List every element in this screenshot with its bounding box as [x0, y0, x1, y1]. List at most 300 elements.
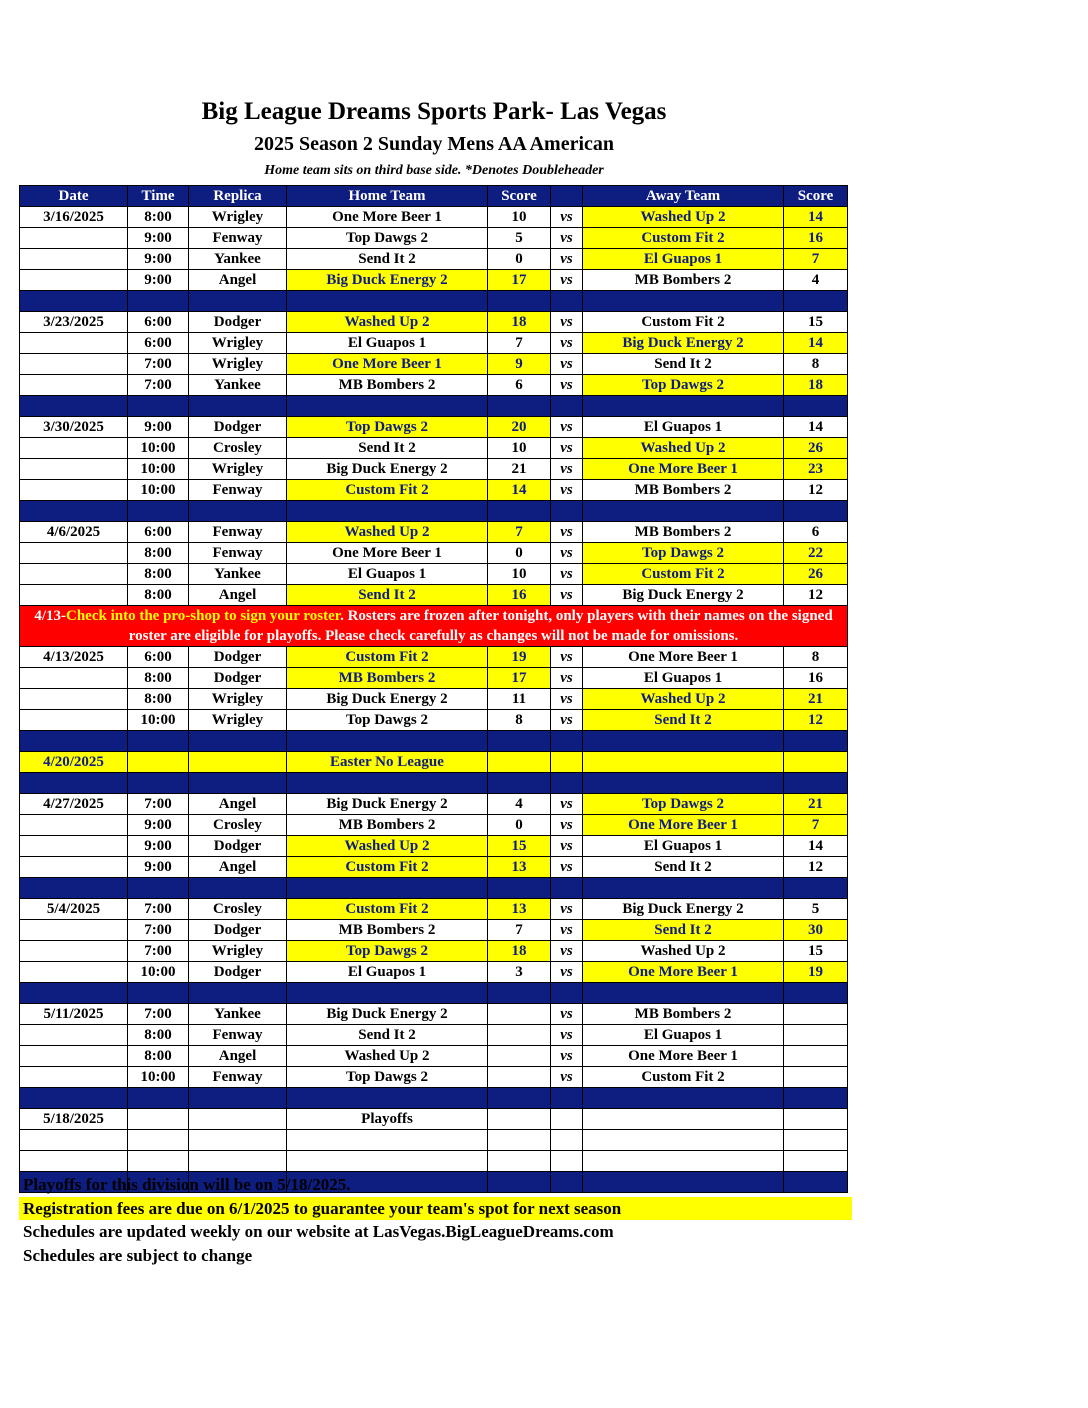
vs-label: vs: [551, 459, 583, 480]
game-time: 7:00: [128, 1004, 189, 1025]
away-score: 19: [784, 962, 848, 983]
schedule-body: [20, 207, 848, 1193]
separator-cell: [189, 1088, 287, 1109]
empty-cell: [583, 1130, 784, 1151]
week-date: 4/13/2025: [20, 647, 128, 668]
home-score: [488, 1025, 551, 1046]
date-cell: [20, 438, 128, 459]
away-team: Big Duck Energy 2: [583, 585, 784, 606]
away-team: One More Beer 1: [583, 962, 784, 983]
game-time: 8:00: [128, 585, 189, 606]
away-score: 14: [784, 207, 848, 228]
home-team: Send It 2: [287, 585, 488, 606]
game-time: 9:00: [128, 857, 189, 878]
away-score: 18: [784, 375, 848, 396]
home-score: 16: [488, 585, 551, 606]
vs-label: vs: [551, 354, 583, 375]
game-time: 7:00: [128, 920, 189, 941]
website-note: Schedules are updated weekly on our website at LasVegas.BigLeagueDreams.com: [23, 1222, 614, 1241]
home-team: MB Bombers 2: [287, 920, 488, 941]
game-time: 10:00: [128, 480, 189, 501]
vs-label: vs: [551, 1004, 583, 1025]
empty-cell: [784, 1151, 848, 1172]
home-score: 7: [488, 522, 551, 543]
game-row: [20, 794, 848, 815]
game-row: [20, 710, 848, 731]
away-score: 14: [784, 417, 848, 438]
separator-cell: [583, 501, 784, 522]
week-date: 3/30/2025: [20, 417, 128, 438]
game-replica-field: Dodger: [189, 962, 287, 983]
home-score: 18: [488, 941, 551, 962]
date-cell: [20, 564, 128, 585]
time-cell: [128, 1109, 189, 1130]
game-replica-field: Angel: [189, 857, 287, 878]
playoffs-label: Playoffs: [287, 1109, 488, 1130]
game-time: 8:00: [128, 543, 189, 564]
away-team: MB Bombers 2: [583, 1004, 784, 1025]
home-score: 3: [488, 962, 551, 983]
date-cell: [20, 228, 128, 249]
column-header-away-team: Away Team: [583, 186, 784, 207]
away-score: 26: [784, 438, 848, 459]
separator-cell: [189, 983, 287, 1004]
home-score: 14: [488, 480, 551, 501]
game-row: [20, 689, 848, 710]
vs-label: vs: [551, 668, 583, 689]
vs-label: vs: [551, 312, 583, 333]
date-cell: [20, 857, 128, 878]
separator-cell: [128, 983, 189, 1004]
game-row: [20, 228, 848, 249]
game-replica-field: Fenway: [189, 1025, 287, 1046]
holiday-row: [20, 752, 848, 773]
separator-cell: [784, 731, 848, 752]
separator-row: [20, 396, 848, 417]
week-date: 4/20/2025: [20, 752, 128, 773]
game-row: [20, 522, 848, 543]
separator-cell: [128, 396, 189, 417]
vs-label: vs: [551, 480, 583, 501]
separator-cell: [128, 731, 189, 752]
vs-label: vs: [551, 1046, 583, 1067]
roster-notice-row: [20, 606, 848, 647]
change-note: Schedules are subject to change: [23, 1246, 253, 1265]
separator-cell: [551, 731, 583, 752]
game-replica-field: Yankee: [189, 249, 287, 270]
game-replica-field: Angel: [189, 585, 287, 606]
date-cell: [20, 480, 128, 501]
away-team: Top Dawgs 2: [583, 543, 784, 564]
vs-label: vs: [551, 836, 583, 857]
home-score: 9: [488, 354, 551, 375]
game-time: 6:00: [128, 647, 189, 668]
separator-row: [20, 731, 848, 752]
notice-text: . Rosters are frozen after tonight, only players with their names on the signed roster are eligible for playoffs. Please check carefully as changes will not be made for omissions.: [128, 608, 833, 644]
separator-cell: [287, 396, 488, 417]
separator-cell: [287, 878, 488, 899]
home-team: One More Beer 1: [287, 207, 488, 228]
away-score: 15: [784, 941, 848, 962]
separator-cell: [488, 291, 551, 312]
game-replica-field: Dodger: [189, 417, 287, 438]
game-row: [20, 207, 848, 228]
game-time: 8:00: [128, 207, 189, 228]
separator-row: [20, 773, 848, 794]
date-cell: [20, 836, 128, 857]
home-score: 5: [488, 228, 551, 249]
week-date: 4/6/2025: [20, 522, 128, 543]
home-score: 11: [488, 689, 551, 710]
game-row: [20, 647, 848, 668]
away-team: One More Beer 1: [583, 1046, 784, 1067]
separator-cell: [287, 983, 488, 1004]
column-header-away-score: Score: [784, 186, 848, 207]
separator-cell: [583, 773, 784, 794]
separator-cell: [20, 983, 128, 1004]
home-team: El Guapos 1: [287, 333, 488, 354]
home-score: 15: [488, 836, 551, 857]
game-replica-field: Yankee: [189, 1004, 287, 1025]
date-cell: [20, 941, 128, 962]
game-time: 9:00: [128, 228, 189, 249]
away-score: 21: [784, 794, 848, 815]
empty-cell: [20, 1130, 128, 1151]
separator-cell: [128, 773, 189, 794]
game-row: [20, 459, 848, 480]
separator-cell: [551, 396, 583, 417]
home-score: 7: [488, 920, 551, 941]
game-replica-field: Yankee: [189, 564, 287, 585]
game-time: 10:00: [128, 710, 189, 731]
empty-cell: [128, 1151, 189, 1172]
separator-cell: [551, 983, 583, 1004]
vs-cell: [551, 752, 583, 773]
away-score: 16: [784, 668, 848, 689]
vs-label: vs: [551, 207, 583, 228]
game-row: [20, 585, 848, 606]
separator-cell: [189, 878, 287, 899]
home-team: Big Duck Energy 2: [287, 1004, 488, 1025]
game-replica-field: Angel: [189, 270, 287, 291]
date-cell: [20, 710, 128, 731]
replica-cell: [189, 752, 287, 773]
home-score: 21: [488, 459, 551, 480]
separator-cell: [551, 878, 583, 899]
game-row: [20, 564, 848, 585]
away-score: 15: [784, 312, 848, 333]
separator-cell: [551, 773, 583, 794]
separator-cell: [189, 501, 287, 522]
separator-cell: [20, 291, 128, 312]
roster-notice: [20, 606, 848, 647]
separator-cell: [784, 501, 848, 522]
away-score: 12: [784, 710, 848, 731]
game-time: 10:00: [128, 1067, 189, 1088]
away-team: Washed Up 2: [583, 941, 784, 962]
home-score: [488, 1067, 551, 1088]
home-team: MB Bombers 2: [287, 815, 488, 836]
home-score: 19: [488, 647, 551, 668]
separator-cell: [488, 878, 551, 899]
away-score: 16: [784, 228, 848, 249]
separator-cell: [784, 396, 848, 417]
game-row: [20, 920, 848, 941]
game-time: 10:00: [128, 438, 189, 459]
game-row: [20, 375, 848, 396]
home-score: 0: [488, 815, 551, 836]
home-team: Send It 2: [287, 438, 488, 459]
home-score: 0: [488, 249, 551, 270]
game-row: [20, 543, 848, 564]
blank-row: [20, 1130, 848, 1151]
home-team: Send It 2: [287, 1025, 488, 1046]
home-team: El Guapos 1: [287, 962, 488, 983]
game-replica-field: Fenway: [189, 543, 287, 564]
vs-label: vs: [551, 333, 583, 354]
away-team: Washed Up 2: [583, 207, 784, 228]
game-time: 8:00: [128, 668, 189, 689]
holiday-label: Easter No League: [287, 752, 488, 773]
vs-label: vs: [551, 585, 583, 606]
vs-label: vs: [551, 1067, 583, 1088]
away-team: Big Duck Energy 2: [583, 333, 784, 354]
game-time: 10:00: [128, 459, 189, 480]
separator-cell: [287, 773, 488, 794]
separator-cell: [189, 291, 287, 312]
registration-note: Registration fees are due on 6/1/2025 to guarantee your team's spot for next season: [19, 1197, 852, 1220]
game-row: [20, 417, 848, 438]
separator-cell: [784, 878, 848, 899]
separator-cell: [488, 396, 551, 417]
game-replica-field: Crosley: [189, 899, 287, 920]
separator-row: [20, 983, 848, 1004]
date-cell: [20, 543, 128, 564]
game-row: [20, 1067, 848, 1088]
week-date: 5/18/2025: [20, 1109, 128, 1130]
vs-label: vs: [551, 815, 583, 836]
home-score: 10: [488, 564, 551, 585]
separator-row: [20, 501, 848, 522]
separator-cell: [128, 1088, 189, 1109]
game-row: [20, 815, 848, 836]
playoffs-note: Playoffs for this division will be on 5/18/2025.: [23, 1175, 351, 1194]
date-cell: [20, 375, 128, 396]
away-score: 12: [784, 480, 848, 501]
away-score: 7: [784, 815, 848, 836]
home-team: MB Bombers 2: [287, 668, 488, 689]
column-header-home-score: Score: [488, 186, 551, 207]
away-team: Send It 2: [583, 857, 784, 878]
away-team: Custom Fit 2: [583, 1067, 784, 1088]
vs-label: vs: [551, 794, 583, 815]
date-cell: [20, 1046, 128, 1067]
away-team: Washed Up 2: [583, 438, 784, 459]
vs-label: vs: [551, 962, 583, 983]
home-team: Send It 2: [287, 249, 488, 270]
away-team: El Guapos 1: [583, 249, 784, 270]
game-time: 7:00: [128, 941, 189, 962]
empty-cell: [287, 1151, 488, 1172]
separator-cell: [583, 396, 784, 417]
away-score: 8: [784, 354, 848, 375]
empty-cell: [551, 1130, 583, 1151]
separator-cell: [784, 773, 848, 794]
game-time: 6:00: [128, 312, 189, 333]
empty-cell: [583, 1151, 784, 1172]
date-cell: [20, 920, 128, 941]
away-score: 14: [784, 333, 848, 354]
week-date: 3/23/2025: [20, 312, 128, 333]
away-team: Washed Up 2: [583, 689, 784, 710]
away-team: El Guapos 1: [583, 417, 784, 438]
game-time: 9:00: [128, 270, 189, 291]
home-team: Top Dawgs 2: [287, 710, 488, 731]
home-score: 10: [488, 207, 551, 228]
away-team: MB Bombers 2: [583, 270, 784, 291]
separator-cell: [128, 291, 189, 312]
away-team: Custom Fit 2: [583, 564, 784, 585]
empty-cell: [20, 1151, 128, 1172]
empty-cell: [784, 1130, 848, 1151]
away-score: [784, 1004, 848, 1025]
schedule-table: [19, 185, 848, 1193]
game-time: 6:00: [128, 333, 189, 354]
home-team: MB Bombers 2: [287, 375, 488, 396]
column-header-replica: Replica: [189, 186, 287, 207]
vs-label: vs: [551, 522, 583, 543]
separator-cell: [128, 501, 189, 522]
home-score: 20: [488, 417, 551, 438]
vs-label: vs: [551, 249, 583, 270]
game-row: [20, 1025, 848, 1046]
home-team: Top Dawgs 2: [287, 1067, 488, 1088]
game-replica-field: Fenway: [189, 1067, 287, 1088]
separator-cell: [20, 731, 128, 752]
game-time: 6:00: [128, 522, 189, 543]
game-time: 9:00: [128, 417, 189, 438]
away-team: Big Duck Energy 2: [583, 899, 784, 920]
game-replica-field: Wrigley: [189, 941, 287, 962]
game-row: [20, 941, 848, 962]
away-team: One More Beer 1: [583, 815, 784, 836]
home-score: 13: [488, 857, 551, 878]
separator-cell: [20, 396, 128, 417]
vs-label: vs: [551, 647, 583, 668]
separator-cell: [189, 396, 287, 417]
empty-cell: [488, 1151, 551, 1172]
game-row: [20, 249, 848, 270]
home-team: El Guapos 1: [287, 564, 488, 585]
separator-cell: [551, 501, 583, 522]
game-time: 9:00: [128, 249, 189, 270]
game-replica-field: Dodger: [189, 668, 287, 689]
game-row: [20, 333, 848, 354]
game-row: [20, 899, 848, 920]
separator-cell: [784, 983, 848, 1004]
away-score-cell: [784, 752, 848, 773]
date-cell: [20, 668, 128, 689]
column-header-vs: [551, 186, 583, 207]
game-time: 7:00: [128, 375, 189, 396]
vs-label: vs: [551, 564, 583, 585]
game-replica-field: Wrigley: [189, 354, 287, 375]
empty-cell: [784, 1109, 848, 1130]
week-date: 5/11/2025: [20, 1004, 128, 1025]
game-row: [20, 857, 848, 878]
away-score: 4: [784, 270, 848, 291]
game-replica-field: Dodger: [189, 647, 287, 668]
time-cell: [128, 752, 189, 773]
vs-label: vs: [551, 438, 583, 459]
vs-label: vs: [551, 857, 583, 878]
separator-cell: [20, 1088, 128, 1109]
away-team: MB Bombers 2: [583, 522, 784, 543]
away-team-cell: [583, 752, 784, 773]
game-row: [20, 354, 848, 375]
game-replica-field: Dodger: [189, 312, 287, 333]
away-score: 6: [784, 522, 848, 543]
separator-cell: [583, 731, 784, 752]
empty-cell: [128, 1130, 189, 1151]
page-subtitle: 2025 Season 2 Sunday Mens AA American: [253, 133, 615, 155]
separator-cell: [551, 1088, 583, 1109]
playoffs-row: [20, 1109, 848, 1130]
home-team: Top Dawgs 2: [287, 228, 488, 249]
home-team: Big Duck Energy 2: [287, 794, 488, 815]
notice-highlight: Check into the pro-shop to sign your roster: [66, 608, 341, 624]
game-replica-field: Yankee: [189, 375, 287, 396]
game-row: [20, 312, 848, 333]
home-team: Big Duck Energy 2: [287, 689, 488, 710]
vs-label: vs: [551, 710, 583, 731]
notice-prefix: 4/13-: [34, 608, 66, 624]
empty-cell: [189, 1151, 287, 1172]
blank-row: [20, 1151, 848, 1172]
separator-cell: [20, 878, 128, 899]
away-team: One More Beer 1: [583, 459, 784, 480]
away-team: Top Dawgs 2: [583, 375, 784, 396]
game-replica-field: Angel: [189, 1046, 287, 1067]
separator-cell: [488, 731, 551, 752]
away-score: 5: [784, 899, 848, 920]
empty-cell: [551, 1151, 583, 1172]
away-score: 12: [784, 857, 848, 878]
date-cell: [20, 962, 128, 983]
home-score: 7: [488, 333, 551, 354]
separator-cell: [784, 291, 848, 312]
separator-cell: [189, 731, 287, 752]
column-header-time: Time: [128, 186, 189, 207]
away-score: 26: [784, 564, 848, 585]
separator-cell: [287, 291, 488, 312]
game-time: 9:00: [128, 815, 189, 836]
vs-label: vs: [551, 543, 583, 564]
game-row: [20, 1004, 848, 1025]
game-replica-field: Dodger: [189, 920, 287, 941]
away-team: El Guapos 1: [583, 1025, 784, 1046]
home-team: Top Dawgs 2: [287, 941, 488, 962]
home-team: Washed Up 2: [287, 522, 488, 543]
date-cell: [20, 1067, 128, 1088]
away-score: 23: [784, 459, 848, 480]
vs-label: vs: [551, 417, 583, 438]
away-score: 22: [784, 543, 848, 564]
home-team: Top Dawgs 2: [287, 417, 488, 438]
home-team: Custom Fit 2: [287, 899, 488, 920]
game-replica-field: Fenway: [189, 480, 287, 501]
away-team: Send It 2: [583, 920, 784, 941]
